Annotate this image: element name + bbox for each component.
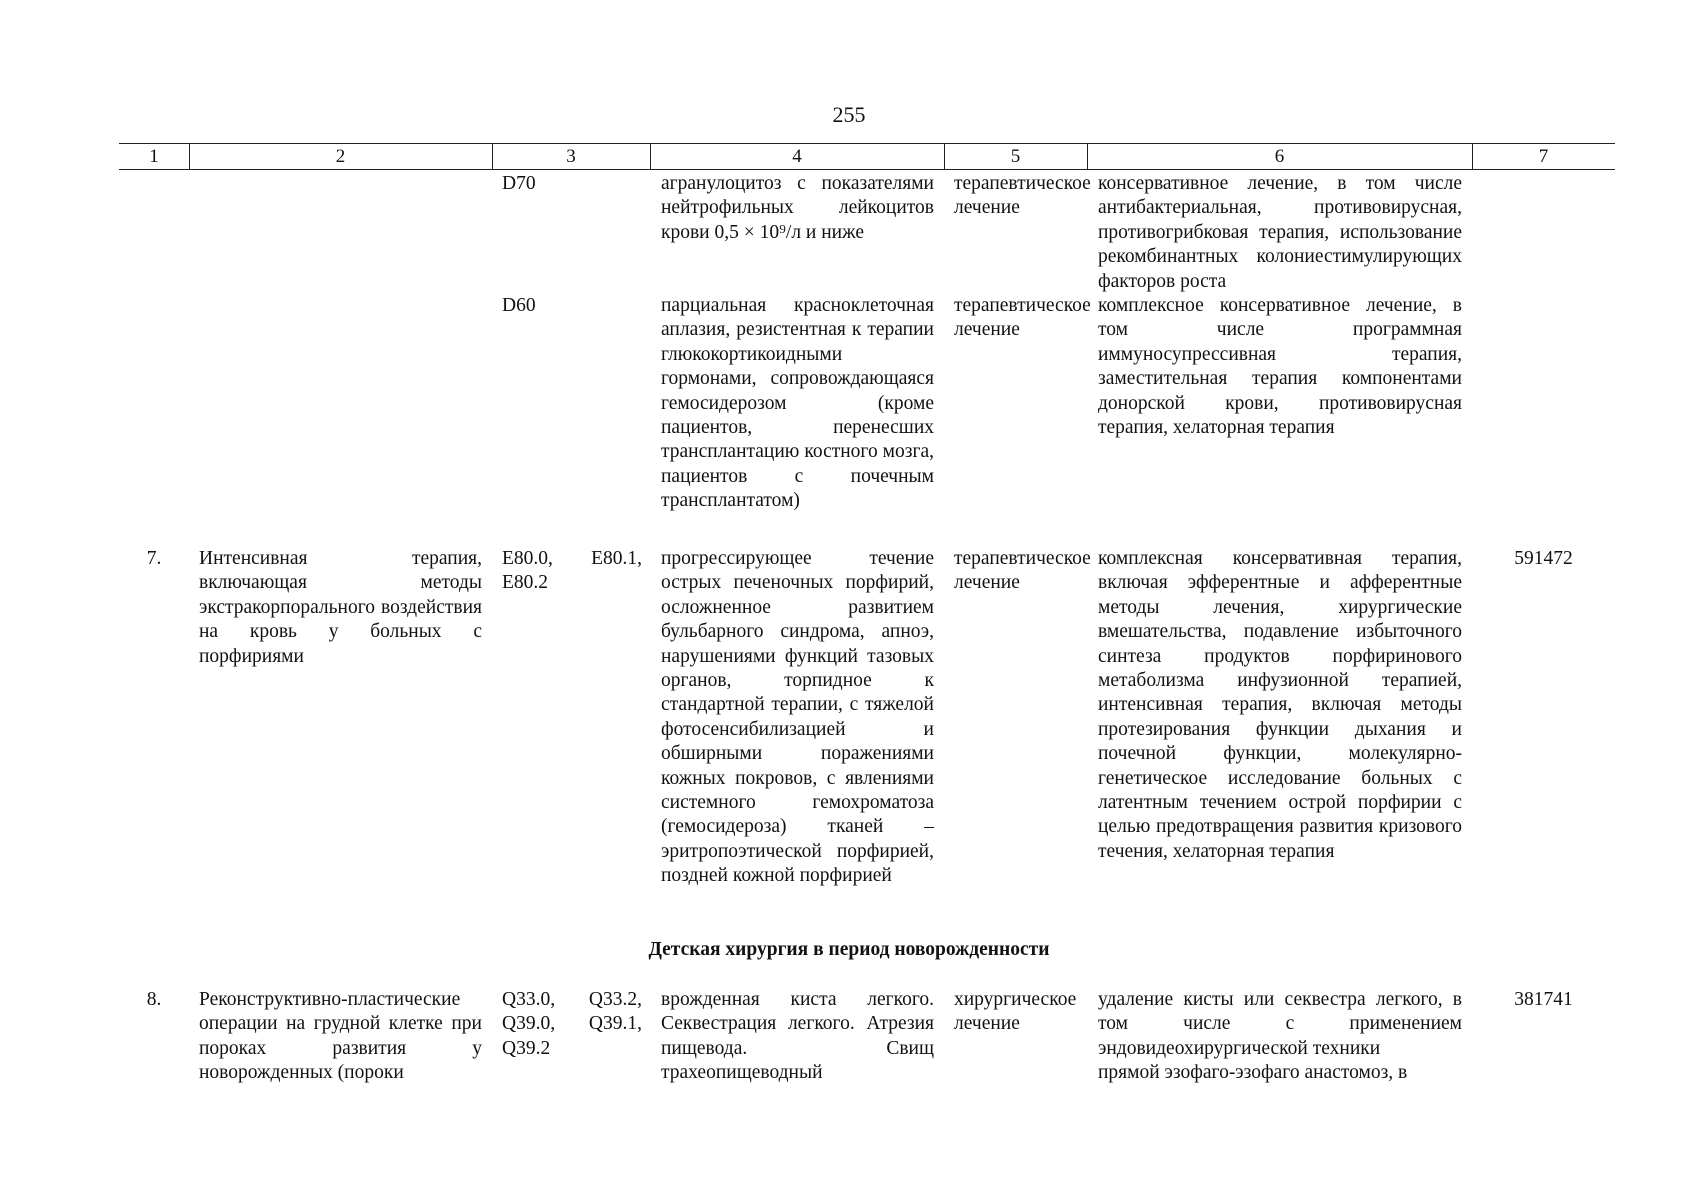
diagnosis-cell — [661, 294, 934, 514]
treatment-method-text: комплексное консервативное лечение, в том числе программная иммуносупрессивная терапия, заместительная терапия компонентами донорской крови, противовирусная терапия, хелаторная терапия — [1098, 295, 1462, 439]
column-header: 7 — [1538, 146, 1549, 167]
treatment-type-text: терапевтическое лечение — [954, 173, 1091, 219]
diagnosis-text: парциальная красноклеточная аплазия, резистентная к терапии глюкокортикоидными гормонами, сопровождающаяся гемосидерозом (кроме пациентов, перенесших трансплантацию костного мозга, пациентов с почечным трансплантатом) — [661, 295, 934, 512]
column-header: 6 — [1274, 146, 1285, 167]
cost-value: 381741 — [1514, 989, 1573, 1010]
treatment-method-cell — [1098, 547, 1462, 864]
treatment-method-text: прямой эзофаго-эзофаго анастомоз, в — [1098, 1062, 1408, 1084]
row-number: 8. — [146, 989, 162, 1010]
icd-code: D60 — [502, 295, 536, 316]
table-header-bottom-rule — [119, 169, 1615, 170]
treatment-method-cell — [1098, 294, 1462, 440]
treatment-method-text: комплексная консервативная терапия, включая эфферентные и афферентные методы лечения, хирургические вмешательства, подавление избыточного синтеза продуктов порфиринового метаболизма инфузионной терапией, интенсивная терапия, включая методы протезирования функции дыхания и почечной функции, молекулярно-генетическое исследование больных с латентным течением острой порфирии с целью предотвращения развития кризового течения, хелаторная терапия — [1098, 548, 1462, 862]
cost-value: 591472 — [1514, 548, 1573, 569]
page-number: 255 — [832, 102, 866, 127]
diagnosis-text: врожденная киста легкого. Секвестрация легкого. Атрезия пищевода. Свищ трахеопищеводный — [661, 989, 934, 1084]
treatment-type-cell — [954, 172, 1091, 221]
column-header: 1 — [149, 146, 159, 167]
treatment-type-text: терапевтическое лечение — [954, 548, 1091, 594]
procedure-name-cell — [199, 547, 482, 669]
treatment-type-cell — [954, 547, 1091, 596]
icd-codes-text: E80.0, E80.1, E80.2 — [502, 548, 642, 594]
treatment-method-text: консервативное лечение, в том числе антибактериальная, противовирусная, противогрибковая терапия, использование рекомбинантных колониестимулирующих факторов роста — [1098, 173, 1462, 292]
treatment-type-text: хирургическое лечение — [954, 989, 1077, 1035]
treatment-type-cell — [954, 294, 1091, 343]
row-number: 7. — [146, 548, 162, 569]
column-header: 4 — [792, 146, 802, 167]
diagnosis-text: агранулоцитоз с показателями нейтрофильных лейкоцитов крови 0,5 × 10⁹/л и ниже — [661, 173, 934, 243]
treatment-type-cell — [954, 988, 1076, 1037]
icd-codes-text: Q33.0, Q33.2, Q39.0, Q39.1, Q39.2 — [502, 989, 642, 1059]
treatment-method-cell — [1098, 988, 1462, 1086]
treatment-type-text: терапевтическое лечение — [954, 295, 1091, 341]
procedure-name-cell — [199, 988, 482, 1086]
column-header: 2 — [335, 146, 346, 167]
column-header: 3 — [566, 146, 576, 167]
icd-codes-cell — [502, 988, 642, 1061]
treatment-method-cell — [1098, 172, 1462, 294]
icd-codes-cell — [502, 547, 642, 596]
column-header: 5 — [1010, 146, 1021, 167]
diagnosis-cell — [661, 988, 934, 1086]
icd-code: D70 — [502, 173, 536, 194]
diagnosis-cell — [661, 172, 934, 245]
procedure-name-text: Реконструктивно-пластические операции на грудной клетке при пороках развития у новорожденных (пороки — [199, 989, 482, 1084]
diagnosis-text: прогрессирующее течение острых печеночных порфирий, осложненное развитием бульбарного синдрома, апноэ, нарушениями функций тазовых органов, торпидное к стандартной терапии, с тяжелой фотосенсибилизацией и обширными поражениями кожных покровов, с явлениями системного гемохроматоза (гемосидероза) тканей – эритропоэтической порфирией, поздней кожной порфирией — [661, 548, 934, 887]
table-top-rule — [119, 143, 1615, 144]
section-title: Детская хирургия в период новорожденности — [648, 939, 1050, 960]
treatment-method-text: удаление кисты или секвестра легкого, в том числе с применением эндовидеохирургической техники — [1098, 989, 1462, 1059]
diagnosis-cell — [661, 547, 934, 889]
procedure-name-text: Интенсивная терапия, включающая методы экстракорпорального воздействия на кровь у больных с порфириями — [199, 548, 482, 667]
